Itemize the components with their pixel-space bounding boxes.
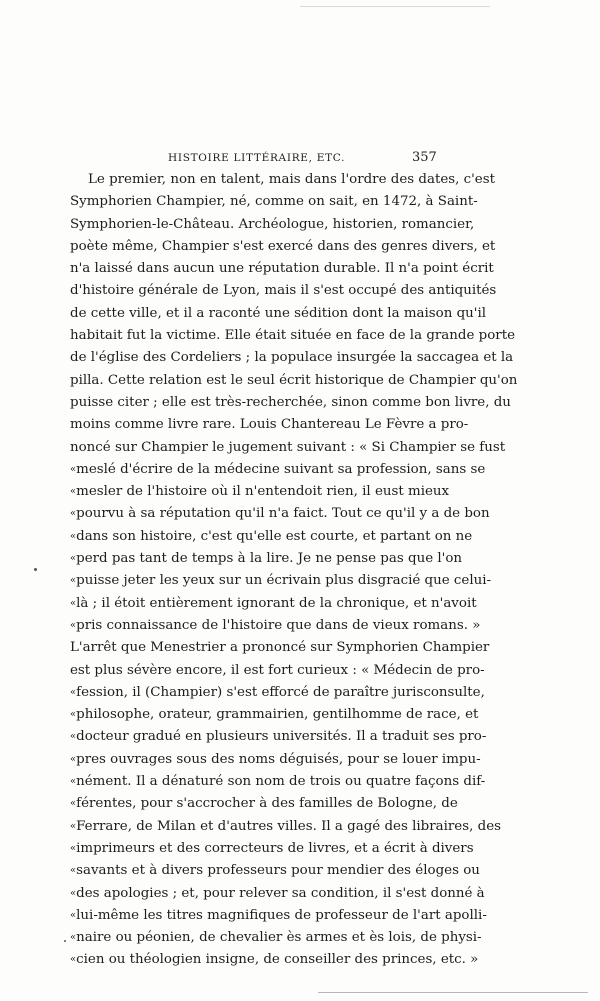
text-line: [70, 459, 486, 481]
text-line: [70, 481, 450, 503]
text-line: [70, 637, 490, 659]
quote-mark: «: [70, 842, 77, 854]
text-line: [70, 660, 485, 682]
line-text: meslé d'écrire de la médecine suivant sa profession, sans se: [76, 461, 486, 477]
line-text: pourvu à sa réputation qu'il n'a faict. Tout ce qu'il y a de bon: [76, 506, 490, 522]
quote-mark: «: [70, 753, 77, 765]
line-text: là ; il étoit entièrement ignorant de la chronique, et n'avoit: [76, 595, 477, 611]
scan-speck: [64, 940, 66, 942]
quote-mark: «: [70, 887, 77, 899]
text-line: [70, 615, 481, 637]
text-line: [70, 214, 475, 236]
text-line: [70, 838, 474, 860]
text-line: [70, 793, 458, 815]
line-text: naire ou péonien, de chevalier ès armes et ès lois, de physi-: [76, 930, 482, 946]
quote-mark: «: [70, 575, 77, 587]
quote-mark: «: [70, 932, 77, 944]
text-line: [70, 280, 497, 302]
text-line: [70, 704, 479, 726]
line-text: lui-même les titres magnifiques de professeur de l'art apolli-: [76, 907, 487, 923]
text-line: [70, 726, 487, 748]
line-text: fession, il (Champier) s'est efforcé de paraître jurisconsulte,: [76, 684, 485, 700]
quote-mark: «: [70, 530, 77, 542]
line-text: cien ou théologien insigne, de conseiller des princes, etc. »: [76, 952, 479, 968]
quote-mark: «: [70, 619, 77, 631]
text-line: [70, 258, 494, 280]
text-line: [70, 437, 506, 459]
line-text: de l'église des Cordeliers ; la populace insurgée la saccagea et la: [70, 350, 514, 366]
line-text: pilla. Cette relation est le seul écrit historique de Champier qu'on: [70, 372, 518, 388]
bottom-scan-rule: [318, 992, 588, 993]
text-line: [70, 414, 469, 436]
quote-mark: «: [70, 909, 77, 921]
text-line: [70, 682, 485, 704]
quote-mark: «: [70, 776, 77, 788]
line-text: perd pas tant de temps à la lire. Je ne pense pas que l'on: [76, 551, 463, 567]
line-text: est plus sévère encore, il est fort curieux : « Médecin de pro-: [70, 662, 485, 678]
text-line: [70, 169, 495, 191]
text-line: [70, 503, 490, 525]
line-text: puisse citer ; elle est très-recherchée, sinon comme bon livre, du: [70, 394, 511, 410]
text-line: [70, 749, 481, 771]
line-text: n'a laissé dans aucun une réputation durable. Il n'a point écrit: [70, 261, 494, 277]
quote-mark: «: [70, 820, 77, 832]
line-text: mesler de l'histoire où il n'entendoit rien, il eust mieux: [76, 484, 450, 500]
line-text: Symphorien Champier, né, comme on sait, en 1472, à Saint-: [70, 194, 478, 210]
quote-mark: «: [70, 486, 77, 498]
quote-mark: «: [70, 865, 77, 877]
page-header: [140, 152, 440, 168]
text-line: [70, 905, 487, 927]
quote-mark: «: [70, 731, 77, 743]
line-text: nément. Il a dénaturé son nom de trois ou quatre façons dif-: [76, 774, 486, 790]
line-text: Symphorien-le-Château. Archéologue, historien, romancier,: [70, 216, 475, 232]
top-scan-rule: [300, 6, 490, 7]
line-text: d'histoire générale de Lyon, mais il s'est occupé des antiquités: [70, 283, 497, 299]
text-line: [70, 548, 463, 570]
quote-mark: «: [70, 709, 77, 721]
running-head: HISTOIRE LITTÉRAIRE, ETC.: [168, 152, 346, 164]
line-text: puisse jeter les yeux sur un écrivain plus disgracié que celui-: [76, 573, 492, 589]
line-text: imprimeurs et des correcteurs de livres, et a écrit à divers: [76, 840, 474, 856]
line-text: dans son histoire, c'est qu'elle est courte, et partant on ne: [76, 528, 473, 544]
line-text: férentes, pour s'accrocher à des familles de Bologne, de: [76, 796, 458, 812]
quote-mark: «: [70, 553, 77, 565]
scan-speck: [34, 568, 37, 571]
text-line: [70, 927, 482, 949]
text-line: [70, 370, 518, 392]
text-line: [70, 347, 514, 369]
quote-mark: «: [70, 597, 77, 609]
quote-mark: «: [70, 463, 77, 475]
line-text: pres ouvrages sous des noms déguisés, pour se louer impu-: [76, 751, 481, 767]
quote-mark: «: [70, 686, 77, 698]
line-text: habitait fut la victime. Elle était située en face de la grande porte: [70, 328, 516, 344]
text-line: [70, 526, 473, 548]
body-text: [70, 169, 518, 972]
page-number: 357: [412, 150, 437, 165]
text-line: [70, 771, 486, 793]
line-text: Ferrare, de Milan et d'autres villes. Il a gagé des libraires, des: [76, 818, 501, 834]
line-text: poète même, Champier s'est exercé dans des genres divers, et: [70, 238, 496, 254]
text-line: [70, 949, 479, 971]
quote-mark: «: [70, 508, 77, 520]
line-text: noncé sur Champier le jugement suivant : « Si Champier se fust: [70, 439, 506, 455]
line-text: savants et à divers professeurs pour mendier des éloges ou: [76, 863, 480, 879]
line-text: docteur gradué en plusieurs universités. Il a traduit ses pro-: [76, 729, 487, 745]
line-text: de cette ville, et il a raconté une sédition dont la maison qu'il: [70, 305, 487, 321]
text-line: [70, 303, 487, 325]
line-text: L'arrêt que Menestrier a prononcé sur Symphorien Champier: [70, 640, 490, 656]
line-text: philosophe, orateur, grammairien, gentilhomme de race, et: [76, 707, 479, 723]
line-text: pris connaissance de l'histoire que dans de vieux romans. »: [76, 617, 481, 633]
text-line: [70, 816, 501, 838]
text-line: [70, 593, 477, 615]
text-line: [70, 570, 492, 592]
text-line: [70, 392, 511, 414]
text-line: [70, 883, 485, 905]
text-line: [70, 236, 496, 258]
quote-mark: «: [70, 954, 77, 966]
line-text: Le premier, non en talent, mais dans l'ordre des dates, c'est: [88, 172, 495, 187]
text-line: [70, 860, 480, 882]
text-line: [70, 191, 478, 213]
line-text: moins comme livre rare. Louis Chantereau Le Fèvre a pro-: [70, 417, 469, 433]
text-line: [70, 325, 516, 347]
line-text: des apologies ; et, pour relever sa condition, il s'est donné à: [76, 885, 485, 901]
quote-mark: «: [70, 798, 77, 810]
